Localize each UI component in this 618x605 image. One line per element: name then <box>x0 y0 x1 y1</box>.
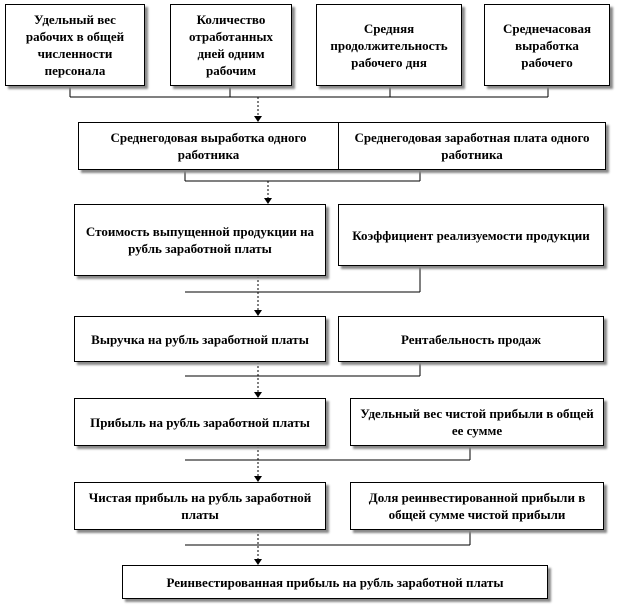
box-days-worked-label: Количество отработанных дней одним рабочим <box>189 12 273 78</box>
box-annual-salary-label: Среднегодовая заработная плата одного работника <box>354 130 590 162</box>
box-profit-per-ruble-label: Прибыль на рубль заработной платы <box>90 414 310 430</box>
box-annual-output <box>79 123 339 169</box>
box-days-worked <box>170 4 292 86</box>
box-sales-profitability-label: Рентабельность продаж <box>401 331 541 347</box>
box-sales-profitability <box>338 316 604 362</box>
box-profit-per-ruble <box>74 398 326 446</box>
box-reinvested-share-label: Доля реинвестированной прибыли в общей сумме чистой прибыли <box>368 490 586 522</box>
box-annual-pair <box>78 122 606 170</box>
box-realization-coef-label: Коэффициент реализуемости продукции <box>352 227 590 243</box>
box-worker-share-label: Удельный вес рабочих в общей численности персонала <box>25 12 125 78</box>
box-workday-length-label: Средняя продолжительность рабочего дня <box>330 20 448 70</box>
box-annual-output-label: Среднегодовая выработка одного работника <box>110 130 307 162</box>
box-annual-salary <box>339 123 605 169</box>
box-reinvested-per-ruble-label: Реинвестированная прибыль на рубль заработной платы <box>166 574 504 590</box>
box-revenue-per-ruble-label: Выручка на рубль заработной платы <box>91 331 309 347</box>
box-hourly-output-label: Среднечасовая выработка рабочего <box>502 20 592 70</box>
box-output-per-ruble-label: Стоимость выпущенной продукции на рубль заработной платы <box>85 224 315 256</box>
box-realization-coef <box>338 204 604 266</box>
box-workday-length <box>316 4 462 86</box>
box-revenue-per-ruble <box>74 316 326 362</box>
box-net-profit-per-ruble-label: Чистая прибыль на рубль заработной платы <box>88 490 312 522</box>
box-net-profit-per-ruble <box>74 482 326 530</box>
box-output-per-ruble <box>74 204 326 276</box>
box-net-profit-share <box>350 398 604 446</box>
box-net-profit-share-label: Удельный вес чистой прибыли в общей ее сумме <box>360 406 594 438</box>
box-hourly-output <box>484 4 610 86</box>
box-reinvested-per-ruble <box>122 565 548 599</box>
box-reinvested-share <box>350 482 604 530</box>
box-worker-share <box>5 4 145 86</box>
